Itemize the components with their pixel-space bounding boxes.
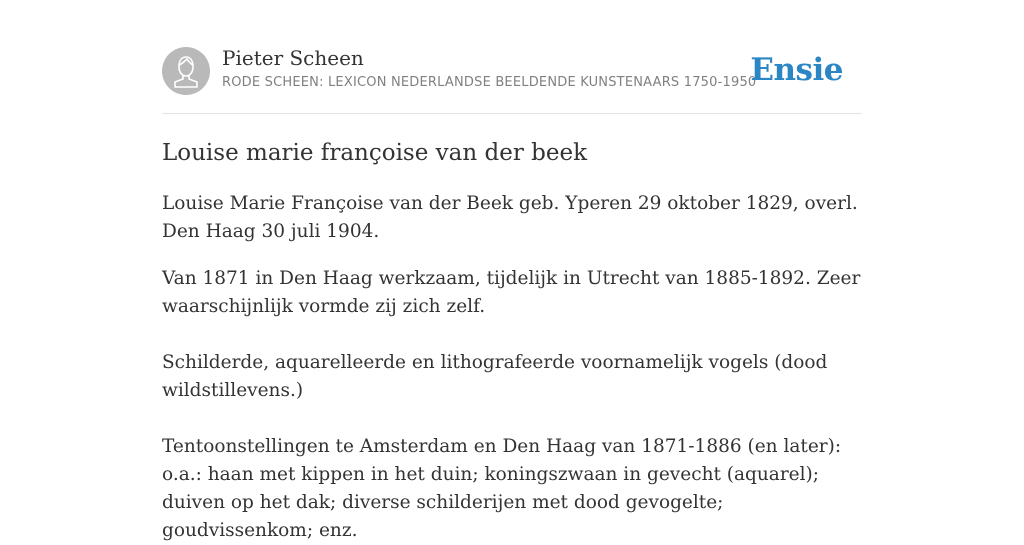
article-paragraph-2: Van 1871 in Den Haag werkzaam, tijdelijk in Utrecht van 1885-1892. Zeer waarschijnlijk vormde zij zich zelf. — [162, 268, 861, 317]
article-body — [162, 190, 862, 545]
source-title[interactable]: RODE SCHEEN: LEXICON NEDERLANDSE BEELDENDE KUNSTENAARS 1750-1950 — [222, 75, 757, 90]
article-paragraph-1: Louise Marie Françoise van der Beek geb. Yperen 29 oktober 1829, overl. Den Haag 30 juli 1904. — [162, 193, 858, 242]
user-icon[interactable] — [162, 47, 210, 95]
article-paragraph-3: Schilderde, aquarelleerde en lithografeerde voornamelijk vogels (dood wildstillevens.) — [162, 352, 828, 401]
author-name-link[interactable]: Pieter Scheen — [222, 46, 364, 70]
article-paragraph-4: Tentoonstellingen te Amsterdam en Den Haag van 1871-1886 (en later): o.a.: haan met kippen in het duin; koningszwaan in gevecht (aquarel); duiven op het dak; diverse schilderijen met dood gevogelte; goudvissenkom; enz. — [162, 436, 842, 541]
article-container — [162, 0, 862, 541]
author-header — [162, 0, 862, 114]
page-title: Louise marie françoise van der beek — [162, 140, 588, 166]
ensie-logo-link[interactable]: Ensie — [750, 52, 843, 88]
